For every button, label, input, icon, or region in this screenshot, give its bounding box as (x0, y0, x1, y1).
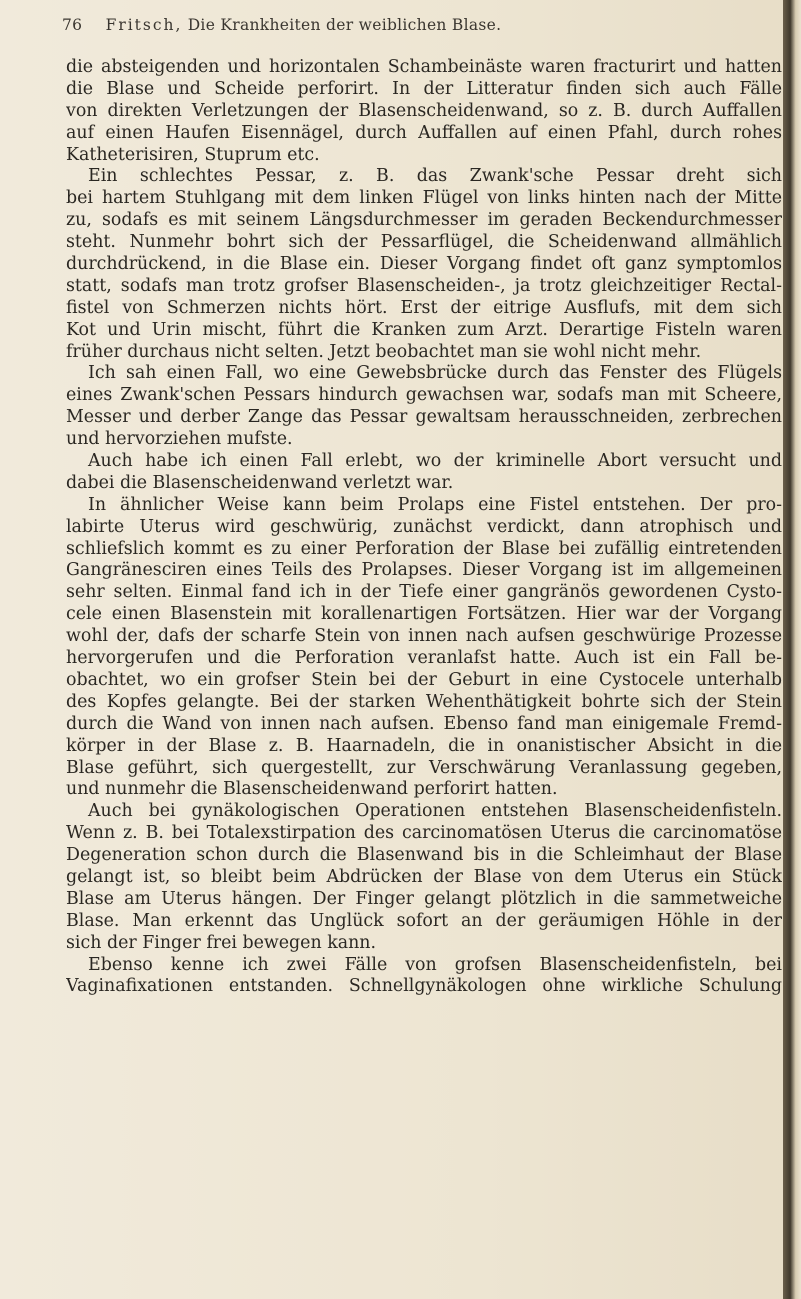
text-line: auf einen Haufen Eisennägel, durch Auffallen auf einen Pfahl, durch rohes (66, 122, 782, 143)
text-line: Ich sah einen Fall, wo eine Gewebsbrücke durch das Fenster des Flügels (88, 363, 782, 384)
text-line: zu, sodafs es mit seinem Längsdurchmesser im geraden Beckendurchmesser (66, 210, 782, 231)
text-line: schliefslich kommt es zu einer Perforation der Blase bei zufällig eintretenden (66, 538, 782, 559)
text-line: sich der Finger frei bewegen kann. (66, 932, 377, 953)
text-line: früher durchaus nicht selten. Jetzt beobachtet man sie wohl nicht mehr. (66, 341, 702, 362)
text-line: und hervorziehen mufste. (66, 429, 293, 450)
page-number: 76 (62, 16, 83, 34)
body-text (66, 57, 782, 998)
text-line: In ähnlicher Weise kann beim Prolaps eine Fistel entstehen. Der pro- (88, 494, 782, 515)
text-line: Gangränesciren eines Teils des Prolapses. Dieser Vorgang ist im allgemeinen (66, 560, 782, 581)
text-line: Ebenso kenne ich zwei Fälle von grofsen Blasenscheidenfisteln, bei (88, 954, 782, 975)
text-line: sehr selten. Einmal fand ich in der Tiefe einer gangränös gewordenen Cysto- (66, 582, 782, 603)
text-line: Blase. Man erkennt das Unglück sofort an der geräumigen Höhle in der (66, 910, 782, 931)
text-line: Ein schlechtes Pessar, z. B. das Zwank'sche Pessar dreht sich (88, 166, 782, 187)
text-line: bei hartem Stuhlgang mit dem linken Flügel von links hinten nach der Mitte (66, 188, 782, 209)
header-author: Fritsch, (105, 16, 183, 34)
text-line: cele einen Blasenstein mit korallenartigen Fortsätzen. Hier war der Vorgang (66, 604, 782, 625)
text-line: Auch bei gynäkologischen Operationen entstehen Blasenscheidenfisteln. (88, 801, 782, 822)
text-line: statt, sodafs man trotz grofser Blasenscheiden-, ja trotz gleichzeitiger Rectal- (66, 275, 782, 296)
text-line: des Kopfes gelangte. Bei der starken Wehenthätigkeit bohrte sich der Stein (66, 691, 782, 712)
text-line: von direkten Verletzungen der Blasenscheidenwand, so z. B. durch Auffallen (66, 100, 782, 121)
header-title: Die Krankheiten der weiblichen Blase. (187, 16, 502, 34)
text-line: und nunmehr die Blasenscheidenwand perforirt hatten. (66, 779, 558, 800)
text-line: Auch habe ich einen Fall erlebt, wo der kriminelle Abort versucht und (88, 451, 782, 472)
text-line: hervorgerufen und die Perforation veranlafst hatte. Auch ist ein Fall be- (66, 648, 782, 669)
text-line: die Blase und Scheide perforirt. In der Litteratur finden sich auch Fälle (66, 78, 782, 99)
text-line: obachtet, wo ein grofser Stein bei der Geburt in eine Cystocele unterhalb (66, 669, 782, 690)
text-line: Kot und Urin mischt, führt die Kranken zum Arzt. Derartige Fisteln waren (66, 319, 782, 340)
text-line: wohl der, dafs der scharfe Stein von innen nach aufsen geschwürige Prozesse (66, 626, 782, 647)
text-line: Degeneration schon durch die Blasenwand bis in die Schleimhaut der Blase (66, 845, 782, 866)
page-edge-shadow (783, 0, 801, 1299)
text-line: durch die Wand von innen nach aufsen. Ebenso fand man einigemale Fremd- (66, 713, 782, 734)
text-line: fistel von Schmerzen nichts hört. Erst der eitrige Ausflufs, mit dem sich (66, 297, 782, 318)
text-line: durchdrückend, in die Blase ein. Dieser Vorgang findet oft ganz symptomlos (66, 254, 782, 275)
text-line: Blase am Uterus hängen. Der Finger gelangt plötzlich in die sammetweiche (66, 888, 782, 909)
text-line: Blase geführt, sich quergestellt, zur Verschwärung Veranlassung gegeben, (66, 757, 782, 778)
text-line: steht. Nunmehr bohrt sich der Pessarflügel, die Scheidenwand allmählich (66, 232, 782, 253)
text-line: Wenn z. B. bei Totalexstirpation des carcinomatösen Uterus die carcinomatöse (66, 823, 782, 844)
text-line: Katheterisiren, Stuprum etc. (66, 144, 320, 165)
running-header (62, 16, 762, 34)
text-line: Messer und derber Zange das Pessar gewaltsam herausschneiden, zerbrechen (66, 407, 782, 428)
text-line: Vaginafixationen entstanden. Schnellgynäkologen ohne wirkliche Schulung (66, 976, 782, 997)
text-line: körper in der Blase z. B. Haarnadeln, die in onanistischer Absicht in die (66, 735, 782, 756)
text-line: eines Zwank'schen Pessars hindurch gewachsen war, sodafs man mit Scheere, (66, 385, 782, 406)
text-line: die absteigenden und horizontalen Schambeinäste waren fracturirt und hatten (66, 57, 782, 77)
text-line: labirte Uterus wird geschwürig, zunächst verdickt, dann atrophisch und (66, 516, 782, 537)
text-line: dabei die Blasenscheidenwand verletzt war. (66, 472, 454, 493)
text-line: gelangt ist, so bleibt beim Abdrücken der Blase von dem Uterus ein Stück (66, 866, 782, 887)
